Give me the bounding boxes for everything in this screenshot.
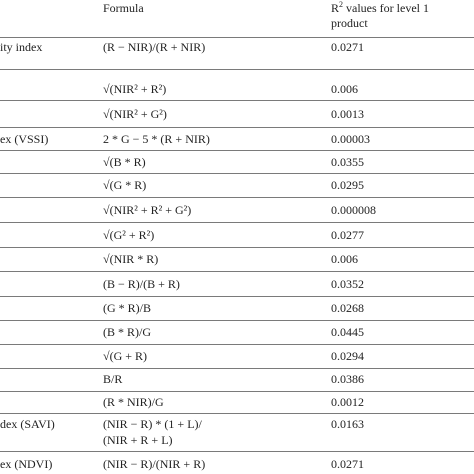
row-formula: (G * R)/B <box>103 301 151 315</box>
row-r2: 0.00003 <box>331 132 370 146</box>
header-r2-superscript: 2 <box>339 0 344 9</box>
row-formula: (R * NIR)/G <box>103 395 164 409</box>
row-formula: (B − R)/(B + R) <box>103 277 180 291</box>
row-rule <box>0 69 474 70</box>
row-r2: 0.006 <box>331 252 358 266</box>
row-r2: 0.006 <box>331 82 358 96</box>
row-rule <box>0 413 474 414</box>
row-rule <box>0 451 474 452</box>
row-rule <box>0 344 474 345</box>
row-r2: 0.0352 <box>331 277 364 291</box>
row-r2: 0.0163 <box>331 417 364 431</box>
row-formula: √(NIR² + R² + G²) <box>103 203 192 217</box>
row-rule <box>0 197 474 198</box>
row-r2: 0.0268 <box>331 301 364 315</box>
row-formula: (B * R)/G <box>103 325 151 339</box>
row-formula: √(NIR² + R²) <box>103 82 167 96</box>
row-r2: 0.0271 <box>331 457 364 471</box>
row-formula: √(NIR * R) <box>103 252 159 266</box>
row-rule <box>0 127 474 128</box>
row-rule <box>0 222 474 223</box>
row-rule <box>0 271 474 272</box>
row-r2: 0.0355 <box>331 155 364 169</box>
row-r2: 0.0013 <box>331 107 364 121</box>
row-rule <box>0 173 474 174</box>
row-r2: 0.0294 <box>331 349 364 363</box>
row-name: ex (NDVI) <box>0 457 53 471</box>
row-rule <box>0 100 474 101</box>
header-r2 <box>331 1 429 31</box>
row-r2: 0.0386 <box>331 372 364 386</box>
header-rule <box>0 37 474 38</box>
header-formula: Formula <box>103 1 144 15</box>
row-formula: (NIR − R)/(NIR + R) <box>103 457 206 471</box>
row-rule <box>0 150 474 151</box>
row-rule <box>0 320 474 321</box>
row-r2: 0.0012 <box>331 395 364 409</box>
header-r2-symbol: R <box>331 1 340 15</box>
row-formula: √(NIR² + G²) <box>103 107 167 121</box>
row-formula: (NIR − R) * (1 + L)/ <box>103 417 202 431</box>
row-formula: √(G² + R²) <box>103 228 155 242</box>
row-formula: (R − NIR)/(R + NIR) <box>103 40 206 54</box>
row-formula: B/R <box>103 372 123 386</box>
row-name: dex (SAVI) <box>0 417 55 431</box>
row-rule <box>0 296 474 297</box>
row-formula: √(B * R) <box>103 155 146 169</box>
row-r2: 0.0277 <box>331 228 364 242</box>
row-name: ex (VSSI) <box>0 132 49 146</box>
row-r2: 0.0445 <box>331 325 364 339</box>
row-r2: 0.0271 <box>331 40 364 54</box>
row-formula: √(G * R) <box>103 178 147 192</box>
row-formula-line2: (NIR + R + L) <box>103 433 173 447</box>
row-formula: √(G + R) <box>103 349 148 363</box>
row-formula: 2 * G − 5 * (R + NIR) <box>103 132 210 146</box>
row-name: ity index <box>0 40 43 54</box>
row-rule <box>0 368 474 369</box>
row-rule <box>0 247 474 248</box>
row-rule <box>0 391 474 392</box>
row-r2: 0.0295 <box>331 178 364 192</box>
header-r2-label: values for level 1 <box>343 1 429 15</box>
header-r2-label-line2: product <box>331 16 368 30</box>
row-r2: 0.000008 <box>331 203 376 217</box>
